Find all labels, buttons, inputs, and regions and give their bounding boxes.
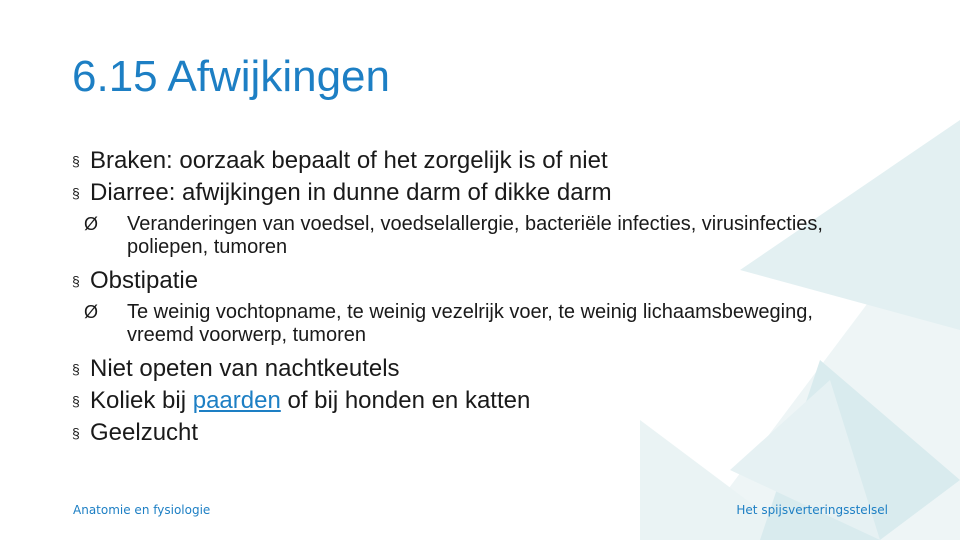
arrow-bullet-icon: Ø (84, 302, 99, 322)
list-item-text: Obstipatie (90, 267, 199, 294)
bullet-icon: § (72, 185, 80, 201)
slide-title: 6.15 Afwijkingen (72, 52, 390, 101)
sub-list-item-text: Veranderingen van voedsel, voedselallergie, bacteriële infecties, virusinfecties, poliepen, tumoren (127, 213, 823, 258)
bullet-icon: § (72, 425, 80, 441)
list-item (72, 417, 832, 449)
list-item-text-before: Koliek bij (90, 387, 193, 414)
sub-list-item (72, 213, 832, 259)
list-item-text: Braken: oorzaak bepaalt of het zorgelijk is of niet (90, 147, 608, 174)
sub-list-item (72, 301, 832, 347)
list-item (72, 177, 832, 209)
list-item-text: Niet opeten van nachtkeutels (90, 355, 400, 382)
bullet-list (72, 145, 832, 449)
sub-list-item-text: Te weinig vochtopname, te weinig vezelrijk voer, te weinig lichaamsbeweging, vreemd voorwerp, tumoren (127, 301, 813, 346)
paarden-link[interactable]: paarden (192, 387, 281, 414)
list-item (72, 385, 832, 417)
bullet-icon: § (72, 361, 80, 377)
bullet-icon: § (72, 273, 80, 289)
bullet-icon: § (72, 153, 80, 169)
list-item (72, 145, 832, 177)
footer-right: Het spijsverteringsstelsel (736, 503, 888, 517)
arrow-bullet-icon: Ø (84, 214, 99, 234)
bullet-icon: § (72, 393, 80, 409)
list-item-text-after: of bij honden en katten (280, 387, 531, 414)
list-item (72, 353, 832, 385)
list-item-text: Geelzucht (90, 419, 199, 446)
footer-left: Anatomie en fysiologie (73, 503, 211, 517)
list-item-text: Diarree: afwijkingen in dunne darm of dikke darm (90, 179, 612, 206)
list-item (72, 265, 832, 297)
